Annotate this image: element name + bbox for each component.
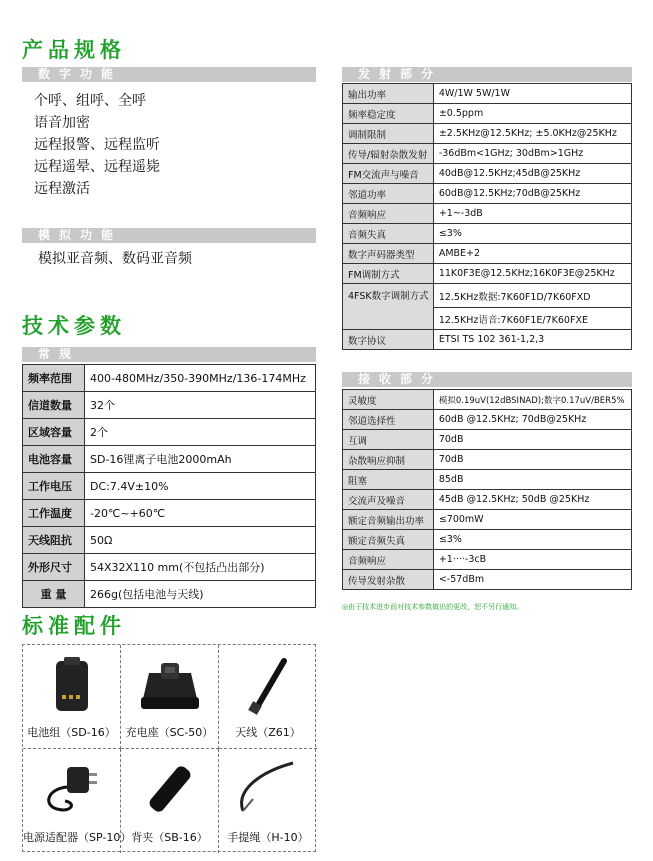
antenna-icon: [238, 655, 298, 715]
spec-value: 12.5KHz语音:7K60F1E/7K60FXE: [433, 308, 631, 330]
receive-table: [342, 389, 632, 590]
accessory-label: 天线（Z61）: [235, 726, 301, 739]
clip-icon: [140, 759, 200, 819]
table-row: [23, 419, 316, 446]
analog-function-header: 模拟功能: [22, 228, 316, 243]
adapter-icon: [37, 759, 107, 819]
spec-value: 400-480MHz/350-390MHz/136-174MHz: [85, 365, 316, 392]
spec-value: 32个: [85, 392, 316, 419]
accessory-clip: [121, 749, 219, 853]
spec-value: 模拟0.19uV(12dBSINAD);数字0.17uV/BER5%: [433, 390, 631, 410]
spec-key: FM调制方式: [343, 264, 434, 284]
feature-item: 远程报警、远程监听: [34, 137, 160, 153]
spec-value: -36dBm<1GHz; 30dBm>1GHz: [433, 144, 631, 164]
spec-value: ETSI TS 102 361-1,2,3: [433, 330, 631, 350]
table-row: [343, 124, 632, 144]
spec-key: 区域容量: [23, 419, 85, 446]
accessories-grid: [22, 644, 316, 852]
battery-icon: [42, 655, 102, 715]
accessory-label: 背夹（SB-16）: [131, 831, 208, 844]
spec-value: 12.5KHz数据:7K60F1D/7K60FXD: [433, 284, 631, 308]
spec-value: +1····-3cB: [433, 550, 631, 570]
spec-key: 频率稳定度: [343, 104, 434, 124]
spec-value: 2个: [85, 419, 316, 446]
spec-value: ±2.5KHz@12.5KHz; ±5.0KHz@25KHz: [433, 124, 631, 144]
spec-key: 阻塞: [343, 470, 434, 490]
table-row: [343, 450, 632, 470]
table-row: [23, 581, 316, 608]
receive-header: 接收部分: [342, 372, 632, 387]
spec-key: 调制限制: [343, 124, 434, 144]
spec-value: 266g(包括电池与天线): [85, 581, 316, 608]
accessory-label: 手提绳（H-10）: [227, 831, 309, 844]
spec-key: 交流声及噪音: [343, 490, 434, 510]
table-row: [343, 184, 632, 204]
table-row: [343, 204, 632, 224]
spec-key: 重 量: [23, 581, 85, 608]
table-row: [343, 430, 632, 450]
spec-key: 额定音频输出功率: [343, 510, 434, 530]
analog-features: 模拟亚音频、数码亚音频: [38, 251, 192, 267]
table-row: [343, 390, 632, 410]
spec-key: 音频响应: [343, 550, 434, 570]
accessory-strap: [219, 749, 317, 853]
spec-value: 60dB @12.5KHz; 70dB@25KHz: [433, 410, 631, 430]
accessory-antenna: [219, 645, 317, 749]
transmit-header: 发射部分: [342, 67, 632, 82]
spec-value: ≤3%: [433, 530, 631, 550]
spec-key: 传导发射杂散: [343, 570, 434, 590]
product-spec-title: 产品规格: [22, 38, 126, 62]
feature-item: 远程遥晕、远程遥毙: [34, 159, 160, 175]
accessory-battery: [23, 645, 121, 749]
spec-value: 70dB: [433, 450, 631, 470]
table-row: [343, 570, 632, 590]
table-row: [343, 410, 632, 430]
feature-item: 个呼、组呼、全呼: [34, 93, 146, 109]
table-row: [343, 470, 632, 490]
disclaimer-note: ◎由于技术进步而对技术参数做出的更改，恕不另行通知。: [342, 603, 524, 611]
table-row: [23, 365, 316, 392]
digital-features: [34, 90, 160, 200]
table-row: [343, 224, 632, 244]
table-row: [343, 284, 632, 308]
spec-value: 70dB: [433, 430, 631, 450]
table-row: [23, 473, 316, 500]
spec-value: 54X32X110 mm(不包括凸出部分): [85, 554, 316, 581]
spec-key: 输出功率: [343, 84, 434, 104]
table-row: [343, 104, 632, 124]
accessory-adapter: [23, 749, 132, 853]
spec-key: 额定音频失真: [343, 530, 434, 550]
spec-value: 4W/1W 5W/1W: [433, 84, 631, 104]
strap-icon: [233, 759, 303, 819]
table-row: [343, 550, 632, 570]
spec-key: 外形尺寸: [23, 554, 85, 581]
table-row: [343, 510, 632, 530]
spec-value: 40dB@12.5KHz;45dB@25KHz: [433, 164, 631, 184]
table-row: [23, 500, 316, 527]
spec-value: 50Ω: [85, 527, 316, 554]
spec-value: 85dB: [433, 470, 631, 490]
feature-item: 语音加密: [34, 115, 90, 131]
charger-icon: [135, 655, 205, 715]
spec-key: 工作电压: [23, 473, 85, 500]
spec-key: 灵敏度: [343, 390, 434, 410]
spec-key: 音频失真: [343, 224, 434, 244]
spec-key: 数字协议: [343, 330, 434, 350]
feature-item: 远程激活: [34, 181, 90, 197]
spec-value: ≤700mW: [433, 510, 631, 530]
spec-key: 邻道功率: [343, 184, 434, 204]
spec-key: 信道数量: [23, 392, 85, 419]
table-row: [23, 527, 316, 554]
spec-key: 4FSK数字调制方式: [343, 284, 434, 330]
spec-value: DC:7.4V±10%: [85, 473, 316, 500]
spec-key: 工作温度: [23, 500, 85, 527]
general-header: 常规: [22, 347, 316, 362]
spec-value: 45dB @12.5KHz; 50dB @25KHz: [433, 490, 631, 510]
transmit-table: [342, 83, 632, 350]
spec-key: 邻道选择性: [343, 410, 434, 430]
digital-function-header: 数字功能: [22, 67, 316, 82]
spec-key: 天线阻抗: [23, 527, 85, 554]
table-row: [343, 164, 632, 184]
spec-value: +1~-3dB: [433, 204, 631, 224]
table-row: [23, 554, 316, 581]
accessory-label: 充电座（SC-50）: [125, 726, 214, 739]
spec-key: 传导/辐射杂散发射: [343, 144, 434, 164]
spec-value: <-57dBm: [433, 570, 631, 590]
spec-value: SD-16锂离子电池2000mAh: [85, 446, 316, 473]
table-row: [343, 244, 632, 264]
table-row: [343, 264, 632, 284]
spec-value: ±0.5ppm: [433, 104, 631, 124]
table-row: [343, 84, 632, 104]
spec-value: -20℃~+60℃: [85, 500, 316, 527]
spec-value: ≤3%: [433, 224, 631, 244]
accessory-charger: [121, 645, 219, 749]
accessory-label: 电源适配器（SP-10）: [23, 831, 132, 844]
general-spec-table: [22, 364, 316, 608]
table-row: [23, 446, 316, 473]
table-row: [23, 392, 316, 419]
spec-key: 数字声码器类型: [343, 244, 434, 264]
spec-key: 音频响应: [343, 204, 434, 224]
table-row: [343, 330, 632, 350]
table-row: [343, 490, 632, 510]
table-row: [343, 530, 632, 550]
spec-value: AMBE+2: [433, 244, 631, 264]
spec-value: 60dB@12.5KHz;70dB@25KHz: [433, 184, 631, 204]
spec-key: 电池容量: [23, 446, 85, 473]
accessory-label: 电池组（SD-16）: [27, 726, 116, 739]
accessories-title: 标准配件: [22, 614, 126, 638]
spec-key: 杂散响应抑制: [343, 450, 434, 470]
spec-key: 互调: [343, 430, 434, 450]
table-row: [343, 144, 632, 164]
spec-key: 频率范围: [23, 365, 85, 392]
tech-params-title: 技术参数: [22, 314, 126, 338]
spec-key: FM交流声与噪音: [343, 164, 434, 184]
spec-value: 11K0F3E@12.5KHz;16K0F3E@25KHz: [433, 264, 631, 284]
